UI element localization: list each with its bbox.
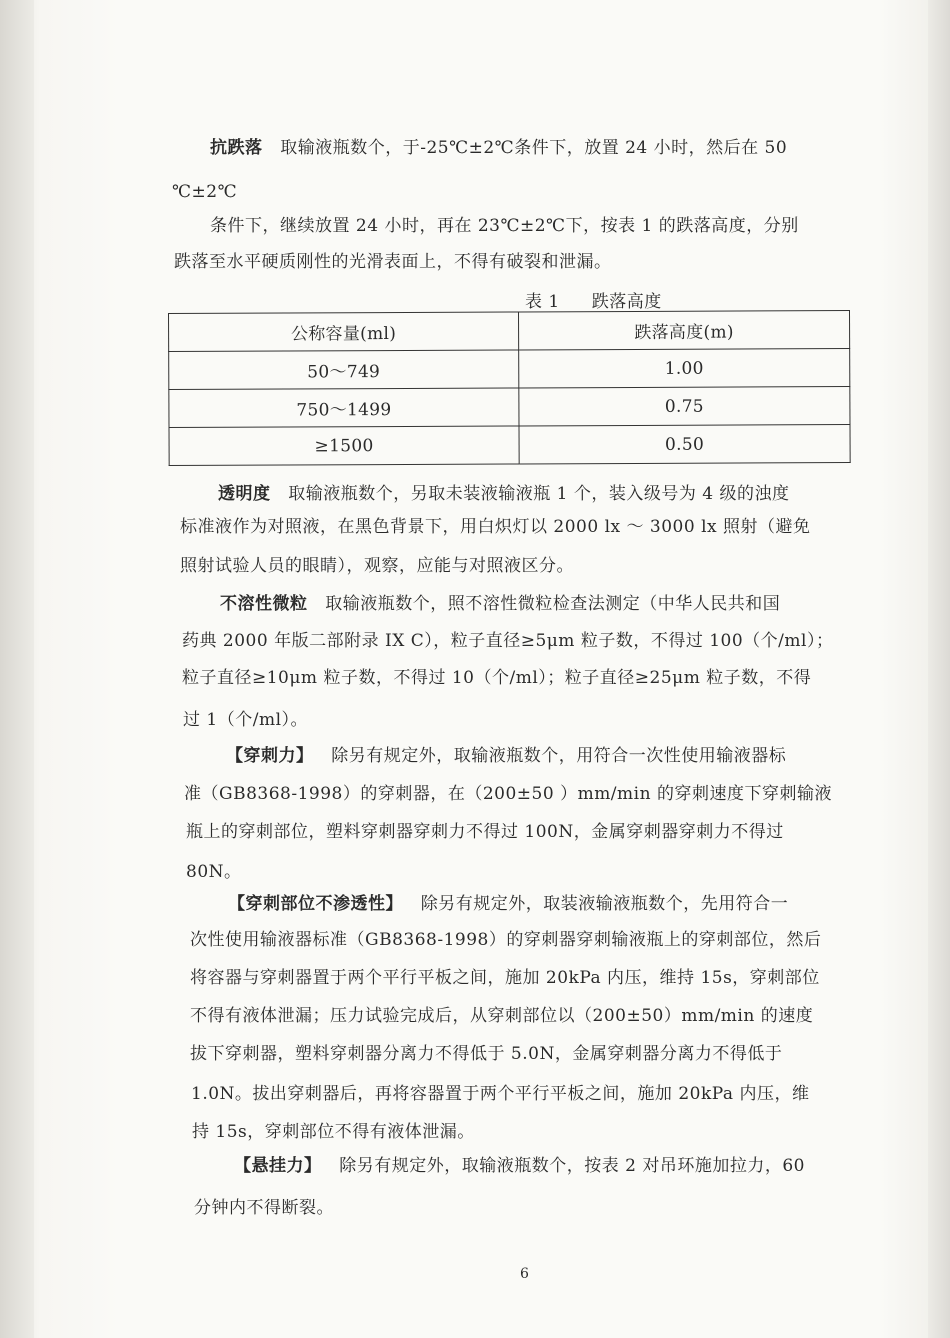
table-row (169, 349, 850, 390)
particles-paragraph-line1 (220, 594, 780, 614)
table-cell-capacity: 50～749 (169, 350, 519, 390)
clarity-text-1: 取输液瓶数个，另取未装液输液瓶 1 个，装入级号为 4 级的浊度 (288, 484, 790, 504)
scan-left-edge (0, 0, 34, 1338)
table-cell-height: 1.00 (519, 349, 850, 388)
leak-paragraph-line1 (228, 894, 788, 914)
table-cell-height: 0.75 (519, 387, 850, 426)
table1-caption (525, 287, 694, 312)
hang-title: 【悬挂力】 (234, 1156, 322, 1176)
hang-paragraph-line1 (234, 1156, 805, 1176)
drop-text-4: 跌落至水平硬质刚性的光滑表面上，不得有破裂和泄漏。 (174, 252, 612, 272)
drop-text-2: ℃±2℃ (172, 182, 238, 202)
leak-text-7: 持 15s，穿刺部位不得有液体泄漏。 (192, 1122, 475, 1142)
puncture-text-4: 80N。 (186, 862, 242, 882)
page-number: 6 (520, 1266, 529, 1282)
drop-text-1: 取输液瓶数个，于-25℃±2℃条件下，放置 24 小时，然后在 50 (280, 138, 788, 158)
particles-text-4: 过 1（个/ml）。 (183, 710, 309, 730)
leak-text-2: 次性使用输液器标准（GB8368-1998）的穿刺器穿刺输液瓶上的穿刺部位，然后 (190, 930, 822, 950)
hang-text-2: 分钟内不得断裂。 (194, 1198, 334, 1218)
particles-text-3: 粒子直径≥10μm 粒子数，不得过 10（个/ml）；粒子直径≥25μm 粒子数，不得 (182, 668, 812, 688)
hang-text-1: 除另有规定外，取输液瓶数个，按表 2 对吊环施加拉力，60 (339, 1156, 805, 1176)
particles-text-1: 取输液瓶数个，照不溶性微粒检查法测定（中华人民共和国 (325, 594, 781, 614)
clarity-title: 透明度 (218, 484, 271, 504)
puncture-text-1: 除另有规定外，取输液瓶数个，用符合一次性使用输液器标 (331, 746, 787, 766)
table-header-row (169, 311, 850, 352)
clarity-text-2: 标准液作为对照液，在黑色背景下，用白炽灯以 2000 lx ～ 3000 lx 照射（避免 (180, 517, 811, 537)
leak-text-1: 除另有规定外，取装液输液瓶数个，先用符合一 (420, 894, 789, 914)
puncture-paragraph-line1 (226, 746, 786, 766)
table-cell-capacity: 750～1499 (169, 388, 519, 428)
scan-right-edge (928, 0, 950, 1338)
drop-paragraph-line1 (210, 138, 787, 158)
leak-text-6: 1.0N。拔出穿刺器后，再将容器置于两个平行平板之间，施加 20kPa 内压，维 (191, 1084, 810, 1104)
puncture-title: 【穿刺力】 (226, 746, 314, 766)
table1-caption-title: 跌落高度 (591, 292, 662, 312)
clarity-paragraph-line1 (218, 484, 789, 504)
particles-text-2: 药典 2000 年版二部附录 IX C），粒子直径≥5μm 粒子数，不得过 100（个/ml）； (182, 631, 834, 651)
leak-text-4: 不得有液体泄漏；压力试验完成后，从穿刺部位以（200±50）mm/min 的速度 (190, 1006, 814, 1026)
leak-text-5: 拔下穿刺器，塑料穿刺器分离力不得低于 5.0N，金属穿刺器分离力不得低于 (190, 1044, 783, 1064)
drop-height-table (168, 310, 851, 466)
leak-title: 【穿刺部位不渗透性】 (228, 894, 403, 914)
table-cell-capacity: ≥1500 (169, 426, 519, 466)
table1-caption-number: 表 1 (525, 292, 560, 312)
puncture-text-3: 瓶上的穿刺部位，塑料穿刺器穿刺力不得过 100N，金属穿刺器穿刺力不得过 (186, 822, 784, 842)
drop-title: 抗跌落 (210, 138, 263, 158)
leak-text-3: 将容器与穿刺器置于两个平行平板之间，施加 20kPa 内压，维持 15s，穿刺部位 (190, 968, 820, 988)
table-row (169, 387, 850, 428)
puncture-text-2: 准（GB8368-1998）的穿刺器，在（200±50 ）mm/min 的穿刺速度下穿刺输液 (184, 784, 832, 804)
table-header-capacity: 公称容量(ml) (169, 312, 519, 352)
table-header-height: 跌落高度(m) (518, 311, 849, 350)
particles-title: 不溶性微粒 (220, 594, 308, 614)
clarity-text-3: 照射试验人员的眼睛），观察，应能与对照液区分。 (180, 556, 574, 576)
table-row (169, 425, 850, 466)
drop-text-3: 条件下，继续放置 24 小时，再在 23℃±2℃下，按表 1 的跌落高度，分别 (210, 216, 799, 236)
table-cell-height: 0.50 (519, 425, 850, 464)
